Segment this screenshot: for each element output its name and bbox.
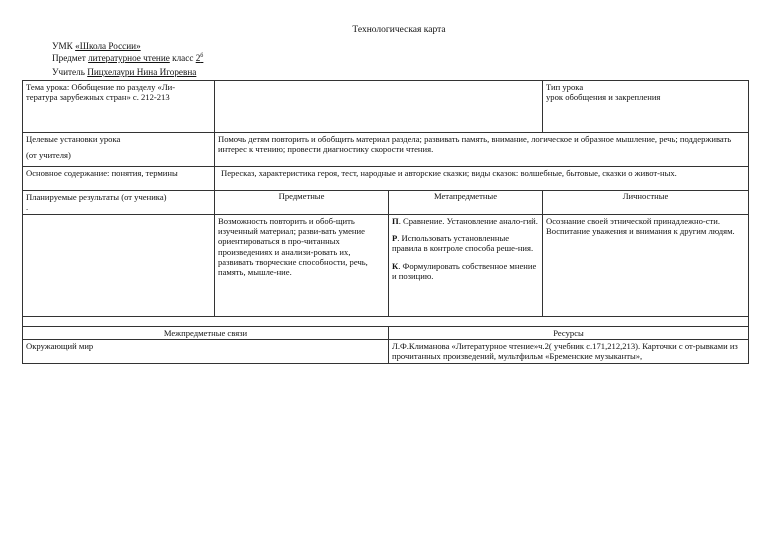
lesson-type-value: урок обобщения и закрепления	[546, 92, 661, 103]
links-header-right: Ресурсы	[389, 326, 749, 339]
goals-text-cell: Помочь детям повторить и обобщить материал раздела; развивать память, внимание, логическое и образное мышление, речь; поддерживать интерес к чтению; провести диагностику скорости чтения.	[215, 133, 749, 167]
results-subject-header: Предметные	[215, 191, 389, 215]
teacher-line	[52, 67, 196, 78]
spacer-cell	[23, 316, 749, 326]
content-row	[23, 167, 749, 191]
meta-communicative: К. Формулировать собственное мнение и позицию.	[392, 260, 537, 281]
subject-line	[52, 53, 203, 64]
results-row	[23, 191, 749, 215]
links-header-row	[23, 326, 749, 339]
content-text-cell: Пересказ, характеристика героя, тест, народные и авторские сказки; виды сказок: волшебные, бытовые, сказки о живот-ных.	[215, 167, 749, 191]
results-meta-cell	[389, 214, 543, 316]
results-subject-text: Возможность повторить и обоб-щить изученный материал; разви-вать умение ориентироваться в про-читанных произведениях и анализи-ровать их, развивать творческие способности, речь, память, мышле-ние.	[215, 214, 389, 316]
spacer-row	[23, 316, 749, 326]
content-label-cell: Основное содержание: понятия, термины	[23, 167, 215, 191]
tech-card-table	[22, 80, 749, 364]
meta-cognitive: П. Сравнение. Установление анало-гий.	[392, 215, 538, 226]
topic-empty-cell	[215, 81, 543, 133]
teacher-value: Пицхелаури Нина Игоревна	[87, 67, 197, 77]
lesson-type-cell	[543, 81, 749, 133]
umk-value: «Школа России»	[75, 41, 141, 51]
document-title: Технологическая карта	[352, 25, 446, 35]
topic-cell: Тема урока: Обобщение по разделу «Ли- тература зарубежных стран» с. 212-213	[23, 81, 215, 133]
topic-row	[23, 81, 749, 133]
results-meta-header: Метапредметные	[389, 191, 543, 215]
teacher-label: Учитель	[52, 67, 85, 77]
umk-line	[52, 41, 141, 52]
results-content-row	[23, 214, 749, 316]
goals-label-cell: Целевые установки урока (от учителя)	[23, 133, 215, 167]
links-right-value: Л.Ф.Климанова «Литературное чтение»ч.2( учебник с.171,212,213). Карточки с от-рывками из прочитанных произведений, мультфильм «Бременские музыканты»,	[389, 339, 749, 363]
results-label-spacer	[23, 214, 215, 316]
links-left-value: Окружающий мир	[23, 339, 389, 363]
results-personal-header: Личностные	[543, 191, 749, 215]
umk-label: УМК	[52, 41, 73, 51]
lesson-type-label: Тип урока	[546, 82, 584, 92]
links-row	[23, 339, 749, 363]
results-label-cell: Планируемые результаты (от ученика) .	[23, 191, 215, 215]
links-header-left: Межпредметные связи	[23, 326, 389, 339]
meta-regulatory: Р. Использовать установленные правила в контроле способа реше-ния.	[392, 232, 534, 254]
class-label: класс	[172, 53, 194, 63]
goals-row	[23, 133, 749, 167]
class-value: $2^б$	[195, 52, 204, 63]
subject-label: Предмет	[52, 53, 86, 63]
results-personal-text: Осознание своей этнической принадлежно-сти. Воспитание уважения и внимания к другим людям.	[543, 214, 749, 316]
subject-value: литературное чтение	[88, 53, 170, 63]
